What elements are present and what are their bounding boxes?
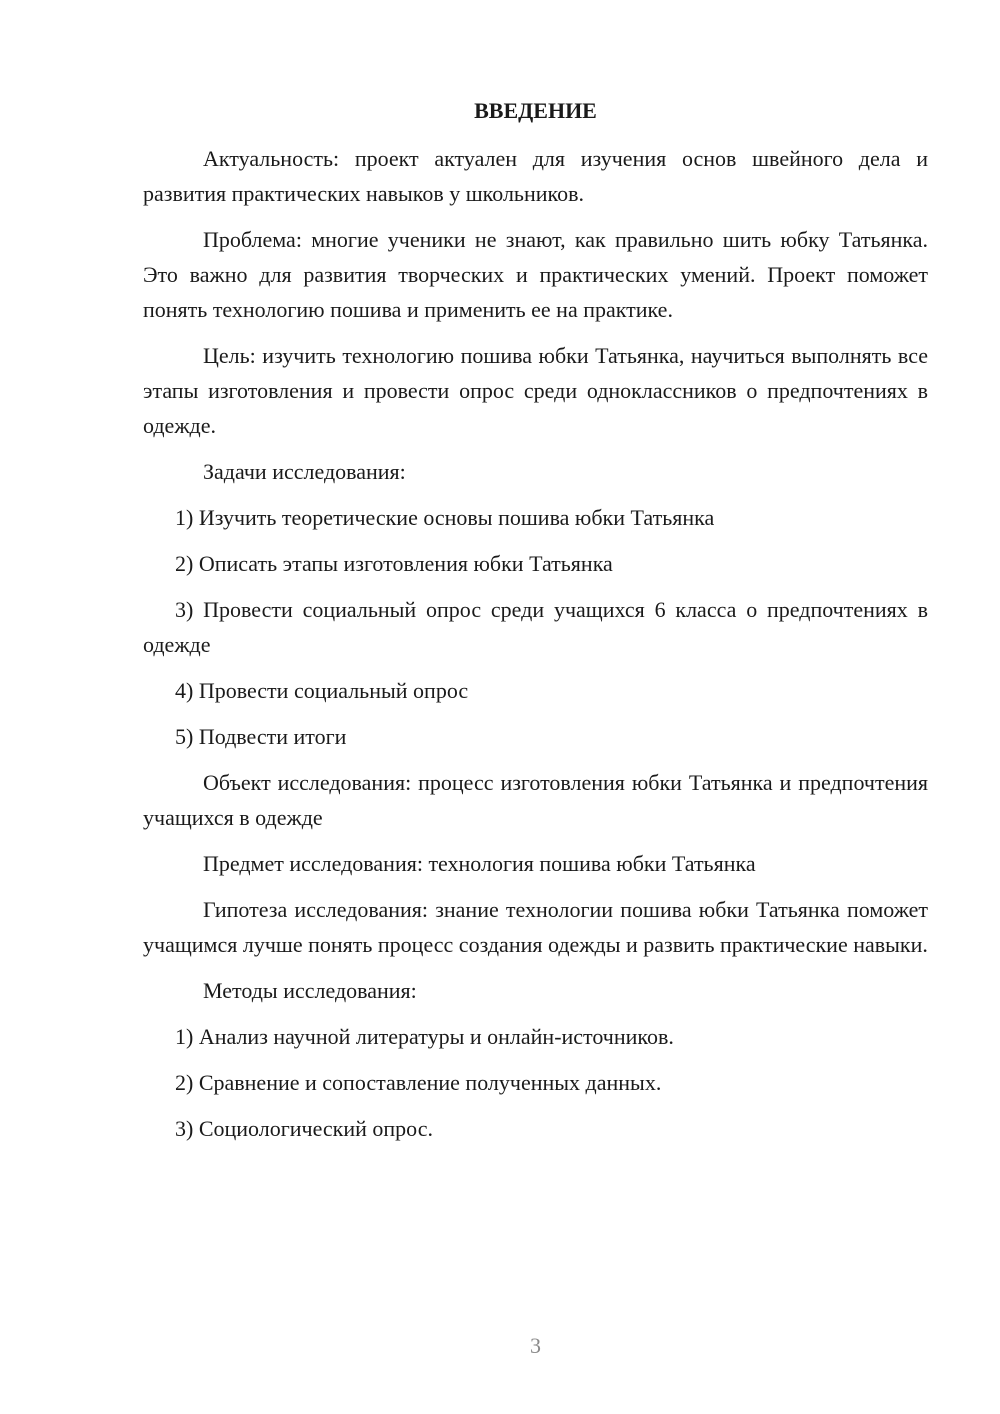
relevance-paragraph: Актуальность: проект актуален для изучения основ швейного дела и развития практических навыков у школьников.	[143, 146, 928, 206]
methods-heading: Методы исследования:	[203, 978, 417, 1003]
task-item: 5) Подвести итоги	[175, 724, 347, 749]
document-body	[143, 141, 928, 1157]
document-title: ВВЕДЕНИЕ	[474, 98, 597, 123]
object-paragraph: Объект исследования: процесс изготовления юбки Татьянка и предпочтения учащихся в одежде	[143, 770, 928, 830]
problem-paragraph: Проблема: многие ученики не знают, как правильно шить юбку Татьянка. Это важно для развития творческих и практических умений. Проект поможет понять технологию пошива и применить ее на практике.	[143, 227, 928, 322]
page-number: 3	[530, 1333, 541, 1358]
task-item: 3) Провести социальный опрос среди учащихся 6 класса о предпочтениях в одежде	[143, 597, 928, 657]
method-item: 3) Социологический опрос.	[175, 1116, 433, 1141]
method-item: 1) Анализ научной литературы и онлайн-источников.	[175, 1024, 674, 1049]
hypothesis-paragraph: Гипотеза исследования: знание технологии пошива юбки Татьянка поможет учащимся лучше понять процесс создания одежды и развить практические навыки.	[143, 897, 928, 957]
goal-paragraph: Цель: изучить технологию пошива юбки Татьянка, научиться выполнять все этапы изготовления и провести опрос среди одноклассников о предпочтениях в одежде.	[143, 343, 928, 438]
tasks-heading: Задачи исследования:	[203, 459, 406, 484]
task-item: 4) Провести социальный опрос	[175, 678, 469, 703]
subject-paragraph: Предмет исследования: технология пошива юбки Татьянка	[203, 851, 756, 876]
method-item: 2) Сравнение и сопоставление полученных данных.	[175, 1070, 662, 1095]
task-item: 1) Изучить теоретические основы пошива юбки Татьянка	[175, 505, 715, 530]
document-page	[143, 0, 928, 1414]
task-item: 2) Описать этапы изготовления юбки Татьянка	[175, 551, 613, 576]
